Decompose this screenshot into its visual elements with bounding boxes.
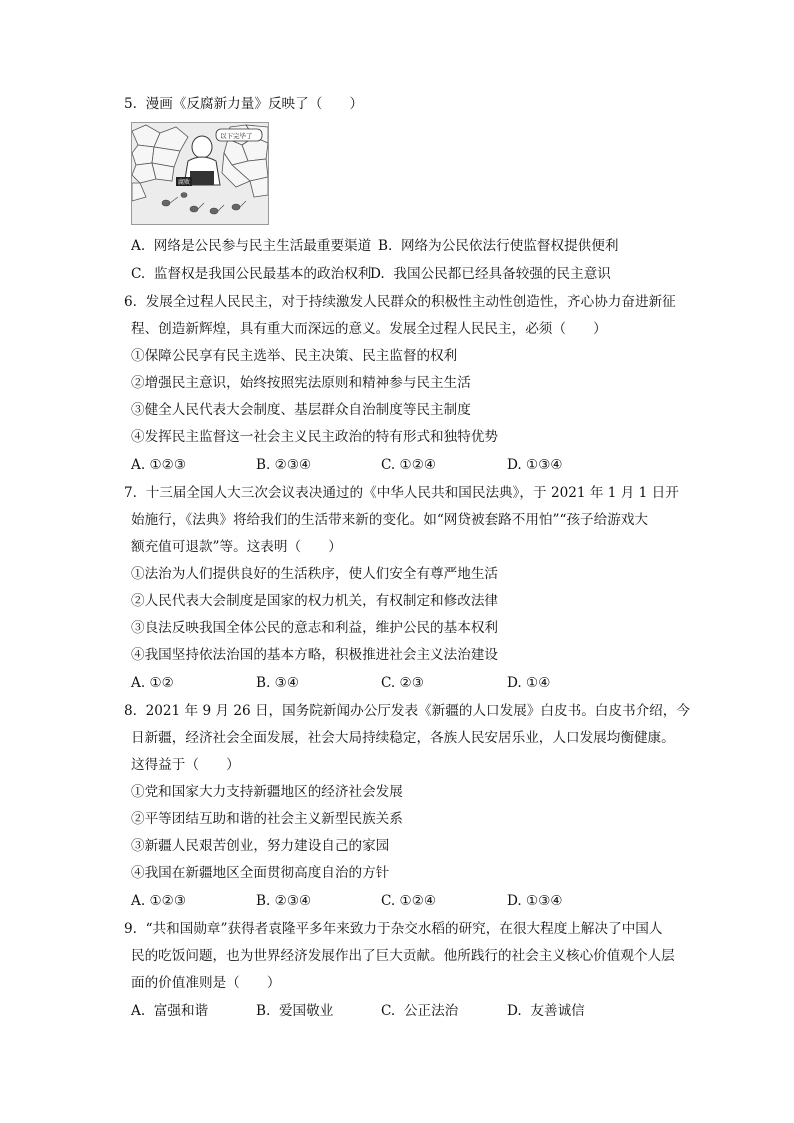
q7-stem-line-3: 额充值可退款”等。这表明（ ） xyxy=(131,539,342,555)
cartoon-image xyxy=(132,123,268,224)
cartoon-label: 腐败 xyxy=(178,179,191,186)
q9-stem-line-1: 9. “共和国勋章”获得者袁隆平多年来致力于杂交水稻的研究，在很大程度上解决了中国人 xyxy=(124,921,663,937)
q9-option-c: C. 公正法治 xyxy=(381,1003,459,1019)
q6-option-a: A. ①②③ xyxy=(131,457,187,473)
q8-option-a: A. ①②③ xyxy=(131,893,187,909)
q6-statement-4: ④发挥民主监督这一社会主义民主政治的特有形式和独特优势 xyxy=(131,429,499,445)
q6-option-d: D. ①③④ xyxy=(507,457,563,473)
q7-statement-4: ④我国坚持依法治国的基本方略，积极推进社会主义法治建设 xyxy=(131,647,499,663)
q8-option-d: D. ①③④ xyxy=(507,893,563,909)
q9-option-b: B. 爱国敬业 xyxy=(256,1003,334,1019)
q5-option-b: B. 网络为公民依法行使监督权提供便利 xyxy=(378,238,619,254)
q7-option-b: B. ③④ xyxy=(256,675,300,691)
q6-option-b: B. ②③④ xyxy=(256,457,312,473)
q6-statement-3: ③健全人民代表大会制度、基层群众自治制度等民主制度 xyxy=(131,402,471,418)
q8-option-c: C. ①②④ xyxy=(381,893,437,909)
q6-stem-line-2: 程、创造新辉煌，具有重大而深远的意义。发展全过程人民民主，必须（ ） xyxy=(131,321,607,337)
q5-option-a: A. 网络是公民参与民主生活最重要渠道 xyxy=(131,238,372,254)
q8-statement-1: ①党和国家大力支持新疆地区的经济社会发展 xyxy=(131,784,403,800)
q5-option-c: C. 监督权是我国公民最基本的政治权利 xyxy=(131,266,372,282)
q9-stem-line-3: 面的价值准则是（ ） xyxy=(131,975,281,991)
q8-statement-4: ④我国在新疆地区全面贯彻高度自治的方针 xyxy=(131,865,390,881)
q9-option-d: D. 友善诚信 xyxy=(507,1003,585,1019)
cartoon-speech: 以下完毕了 xyxy=(220,132,253,140)
q6-statement-1: ①保障公民享有民主选举、民主决策、民主监督的权利 xyxy=(131,348,458,364)
q7-stem-line-1: 7. 十三届全国人大三次会议表决通过的《中华人民共和国民法典》，于 2021 年 1 月 1 日开 xyxy=(124,485,679,501)
q8-option-b: B. ②③④ xyxy=(256,893,312,909)
q7-stem-line-2: 始施行，《法典》将给我们的生活带来新的变化。如“网贷被套路不用怕”“孩子给游戏大 xyxy=(131,512,649,528)
q9-option-a: A. 富强和谐 xyxy=(131,1003,209,1019)
q7-option-c: C. ②③ xyxy=(381,675,424,691)
q7-option-d: D. ①④ xyxy=(507,675,551,691)
q6-statement-2: ②增强民主意识，始终按照宪法原则和精神参与民主生活 xyxy=(131,375,471,391)
q8-stem-line-1: 8. 2021 年 9 月 26 日，国务院新闻办公厅发表《新疆的人口发展》白皮书。白皮书介绍，今 xyxy=(124,703,690,719)
q7-statement-3: ③良法反映我国全体公民的意志和利益，维护公民的基本权利 xyxy=(131,620,499,636)
q6-stem-line-1: 6. 发展全过程人民民主，对于持续激发人民群众的积极性主动性创造性，齐心协力奋进新征 xyxy=(124,294,676,310)
q8-stem-line-2: 日新疆，经济社会全面发展，社会大局持续稳定，各族人民安居乐业，人口发展均衡健康。 xyxy=(131,730,675,746)
q5-stem: 5. 漫画《反腐新力量》反映了（ ） xyxy=(124,96,364,112)
q7-statement-2: ②人民代表大会制度是国家的权力机关，有权制定和修改法律 xyxy=(131,593,499,609)
q7-statement-1: ①法治为人们提供良好的生活秩序，使人们安全有尊严地生活 xyxy=(131,566,499,582)
cartoon-anti-corruption xyxy=(131,122,269,225)
q7-option-a: A. ①② xyxy=(131,675,174,691)
q5-option-d: D. 我国公民都已经具备较强的民主意识 xyxy=(370,266,611,282)
q6-option-c: C. ①②④ xyxy=(381,457,437,473)
q8-statement-3: ③新疆人民艰苦创业，努力建设自己的家园 xyxy=(131,838,390,854)
q9-stem-line-2: 民的吃饭问题，也为世界经济发展作出了巨大贡献。他所践行的社会主义核心价值观个人层 xyxy=(131,948,675,964)
q8-statement-2: ②平等团结互助和谐的社会主义新型民族关系 xyxy=(131,811,403,827)
q8-stem-line-3: 这得益于（ ） xyxy=(131,757,240,773)
